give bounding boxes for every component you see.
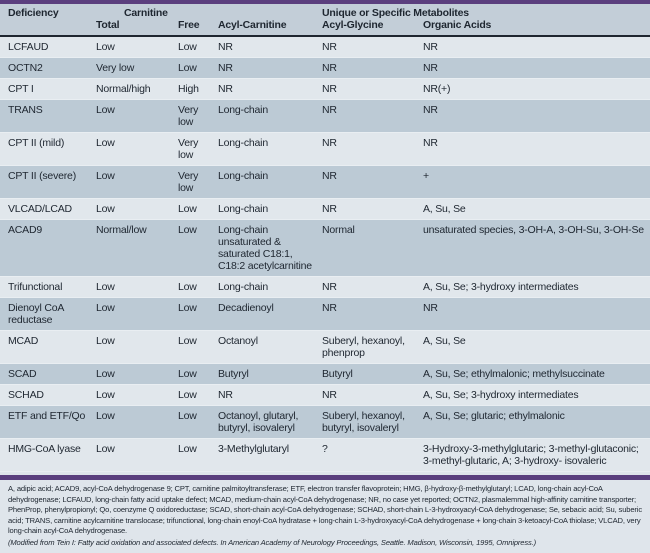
table-row xyxy=(0,298,650,331)
cell-deficiency: VLCAD/LCAD xyxy=(8,203,72,215)
abbreviations: A, adipic acid; ACAD9, acyl-CoA dehydrogenase 9; CPT, carnitine palmitoyltransferase; ETF, electron transfer flavoprotein; HMG, β-hydroxy-β-methylglutaryl; LCAD, long-chain acyl-CoA dehydrogenase; LCFAUD, long-chain fatty acid uptake defect; MCAD, medium-chain acyl-CoA dehydrogenase; NR, no case yet reported; OCTN2, plasmalemmal high-affinity carnitine transporter; PhenProp, phenylpropionyl; Qo, coenzyme Q oxidoreductase; SCAD, short-chain acyl-CoA dehydrogenase; SCHAD, short-chain L-3-hydroxyacyl-CoA dehydrogenase; Se, sebacic acid; Su, suberic acid; TRANS, carnitine acylcarnitine translocase; trifunctional, long-chain enoyl-CoA hydratase + long-chain L-3-hydroxyacyl-CoA dehydrogenase + long-chain 3-ketoacyl-CoA thiolase; VLCAD, very long-chain acyl-CoA dehydrogenase. xyxy=(8,484,642,536)
header-carnitine: Carnitine xyxy=(124,7,168,19)
cell-acyl-glycine: NR xyxy=(322,302,337,314)
cell-deficiency: CPT II (mild) xyxy=(8,137,65,149)
cell-acyl-glycine: NR xyxy=(322,170,337,182)
table-row xyxy=(0,385,650,406)
cell-organic-acids: 3-Hydroxy-3-methylglutaric; 3-methyl-glutaconic; 3-methyl-glutaric, A; 3-hydroxy- isovaleric xyxy=(423,443,639,467)
cell-total: Low xyxy=(96,203,115,215)
cell-total: Low xyxy=(96,170,115,182)
cell-free: Low xyxy=(178,389,197,401)
table-body xyxy=(0,36,650,472)
cell-organic-acids: A, Su, Se; ethylmalonic; methylsuccinate xyxy=(423,368,605,380)
table-row xyxy=(0,220,650,277)
cell-acyl-carnitine: NR xyxy=(218,41,233,53)
cell-total: Low xyxy=(96,443,115,455)
table-row xyxy=(0,79,650,100)
cell-acyl-carnitine: Long-chain xyxy=(218,203,268,215)
cell-organic-acids: A, Su, Se; 3-hydroxy intermediates xyxy=(423,281,579,293)
table-row xyxy=(0,439,650,472)
cell-acyl-carnitine: NR xyxy=(218,83,233,95)
table-row xyxy=(0,199,650,220)
table-row xyxy=(0,166,650,199)
cell-organic-acids: NR xyxy=(423,41,438,53)
cell-acyl-glycine: NR xyxy=(322,41,337,53)
cell-acyl-glycine: NR xyxy=(322,389,337,401)
cell-free: Very low xyxy=(178,170,199,194)
cell-acyl-glycine: Suberyl, hexanoyl, phenprop xyxy=(322,335,405,359)
header-total: Total xyxy=(88,19,170,36)
cell-free: Very low xyxy=(178,137,199,161)
cell-organic-acids: A, Su, Se; glutaric; ethylmalonic xyxy=(423,410,565,422)
cell-acyl-glycine: NR xyxy=(322,83,337,95)
table-row xyxy=(0,406,650,439)
deficiency-table xyxy=(0,4,650,472)
cell-free: High xyxy=(178,83,199,95)
cell-organic-acids: unsaturated species, 3-OH-A, 3-OH-Su, 3-OH-Se xyxy=(423,224,644,236)
cell-acyl-glycine: Normal xyxy=(322,224,355,236)
cell-deficiency: MCAD xyxy=(8,335,39,347)
cell-organic-acids: NR xyxy=(423,302,438,314)
cell-acyl-carnitine: Octanoyl, glutaryl, butyryl, isovaleryl xyxy=(218,410,299,434)
cell-acyl-carnitine: Decadienoyl xyxy=(218,302,274,314)
cell-acyl-carnitine: NR xyxy=(218,62,233,74)
cell-free: Low xyxy=(178,443,197,455)
table-row xyxy=(0,331,650,364)
cell-deficiency: ACAD9 xyxy=(8,224,43,236)
cell-free: Low xyxy=(178,224,197,236)
cell-deficiency: SCHAD xyxy=(8,389,44,401)
cell-total: Low xyxy=(96,389,115,401)
table-row xyxy=(0,100,650,133)
table-row xyxy=(0,277,650,298)
cell-acyl-carnitine: Long-chain xyxy=(218,137,268,149)
cell-organic-acids: NR(+) xyxy=(423,83,451,95)
cell-free: Low xyxy=(178,203,197,215)
cell-acyl-carnitine: 3-Methylglutaryl xyxy=(218,443,289,455)
cell-organic-acids: NR xyxy=(423,104,438,116)
cell-total: Low xyxy=(96,410,115,422)
table-row xyxy=(0,133,650,166)
cell-acyl-glycine: NR xyxy=(322,203,337,215)
cell-organic-acids: A, Su, Se; 3-hydroxy intermediates xyxy=(423,389,579,401)
cell-deficiency: TRANS xyxy=(8,104,43,116)
header-free: Free xyxy=(170,19,210,36)
cell-acyl-carnitine: Octanoyl xyxy=(218,335,258,347)
cell-acyl-glycine: ? xyxy=(322,443,328,455)
cell-deficiency: Dienoyl CoA reductase xyxy=(8,302,64,326)
cell-deficiency: LCFAUD xyxy=(8,41,49,53)
cell-deficiency: HMG-CoA lyase xyxy=(8,443,81,455)
header-organic-acids: Organic Acids xyxy=(415,19,650,36)
cell-free: Low xyxy=(178,335,197,347)
table-row xyxy=(0,364,650,385)
cell-deficiency: OCTN2 xyxy=(8,62,43,74)
cell-acyl-glycine: NR xyxy=(322,137,337,149)
cell-organic-acids: NR xyxy=(423,62,438,74)
cell-total: Low xyxy=(96,281,115,293)
cell-acyl-glycine: Butyryl xyxy=(322,368,353,380)
cell-acyl-glycine: NR xyxy=(322,104,337,116)
cell-acyl-carnitine: Long-chain xyxy=(218,104,268,116)
cell-acyl-glycine: NR xyxy=(322,62,337,74)
cell-acyl-carnitine: NR xyxy=(218,389,233,401)
source-citation: (Modified from Tein I: Fatty acid oxidation and associated defects. In American Academy of Neurology Proceedings, Seattle. Madison, Wisconsin, 1995, Omnipress.) xyxy=(8,537,537,547)
cell-total: Normal/high xyxy=(96,83,151,95)
cell-organic-acids: A, Su, Se xyxy=(423,335,466,347)
cell-total: Low xyxy=(96,302,115,314)
cell-total: Normal/low xyxy=(96,224,147,236)
header-acyl-carnitine: Acyl-Carnitine xyxy=(210,19,314,36)
cell-total: Low xyxy=(96,368,115,380)
cell-free: Low xyxy=(178,281,197,293)
cell-total: Low xyxy=(96,104,115,116)
cell-organic-acids: A, Su, Se xyxy=(423,203,466,215)
cell-free: Low xyxy=(178,410,197,422)
cell-total: Low xyxy=(96,41,115,53)
header-deficiency: Deficiency xyxy=(8,7,59,19)
cell-acyl-glycine: Suberyl, hexanoyl, butyryl, isovaleryl xyxy=(322,410,405,434)
cell-acyl-carnitine: Long-chain unsaturated & saturated C18:1, C18:2 acetylcarnitine xyxy=(218,224,312,272)
cell-acyl-glycine: NR xyxy=(322,281,337,293)
cell-acyl-carnitine: Long-chain xyxy=(218,281,268,293)
cell-deficiency: SCAD xyxy=(8,368,37,380)
cell-deficiency: Trifunctional xyxy=(8,281,63,293)
cell-deficiency: CPT I xyxy=(8,83,34,95)
cell-free: Low xyxy=(178,368,197,380)
table-row xyxy=(0,36,650,58)
cell-organic-acids: NR xyxy=(423,137,438,149)
cell-total: Very low xyxy=(96,62,135,74)
cell-free: Low xyxy=(178,41,197,53)
cell-total: Low xyxy=(96,335,115,347)
cell-deficiency: CPT II (severe) xyxy=(8,170,76,182)
cell-total: Low xyxy=(96,137,115,149)
footnotes xyxy=(0,480,650,553)
header-acyl-glycine: Acyl-Glycine xyxy=(314,19,415,36)
cell-free: Low xyxy=(178,62,197,74)
cell-acyl-carnitine: Butyryl xyxy=(218,368,249,380)
cell-free: Low xyxy=(178,302,197,314)
cell-deficiency: ETF and ETF/Qo xyxy=(8,410,86,422)
cell-free: Very low xyxy=(178,104,199,128)
table-row xyxy=(0,58,650,79)
cell-organic-acids: + xyxy=(423,170,429,182)
header-unique-metabolites: Unique or Specific Metabolites xyxy=(322,7,469,19)
cell-acyl-carnitine: Long-chain xyxy=(218,170,268,182)
